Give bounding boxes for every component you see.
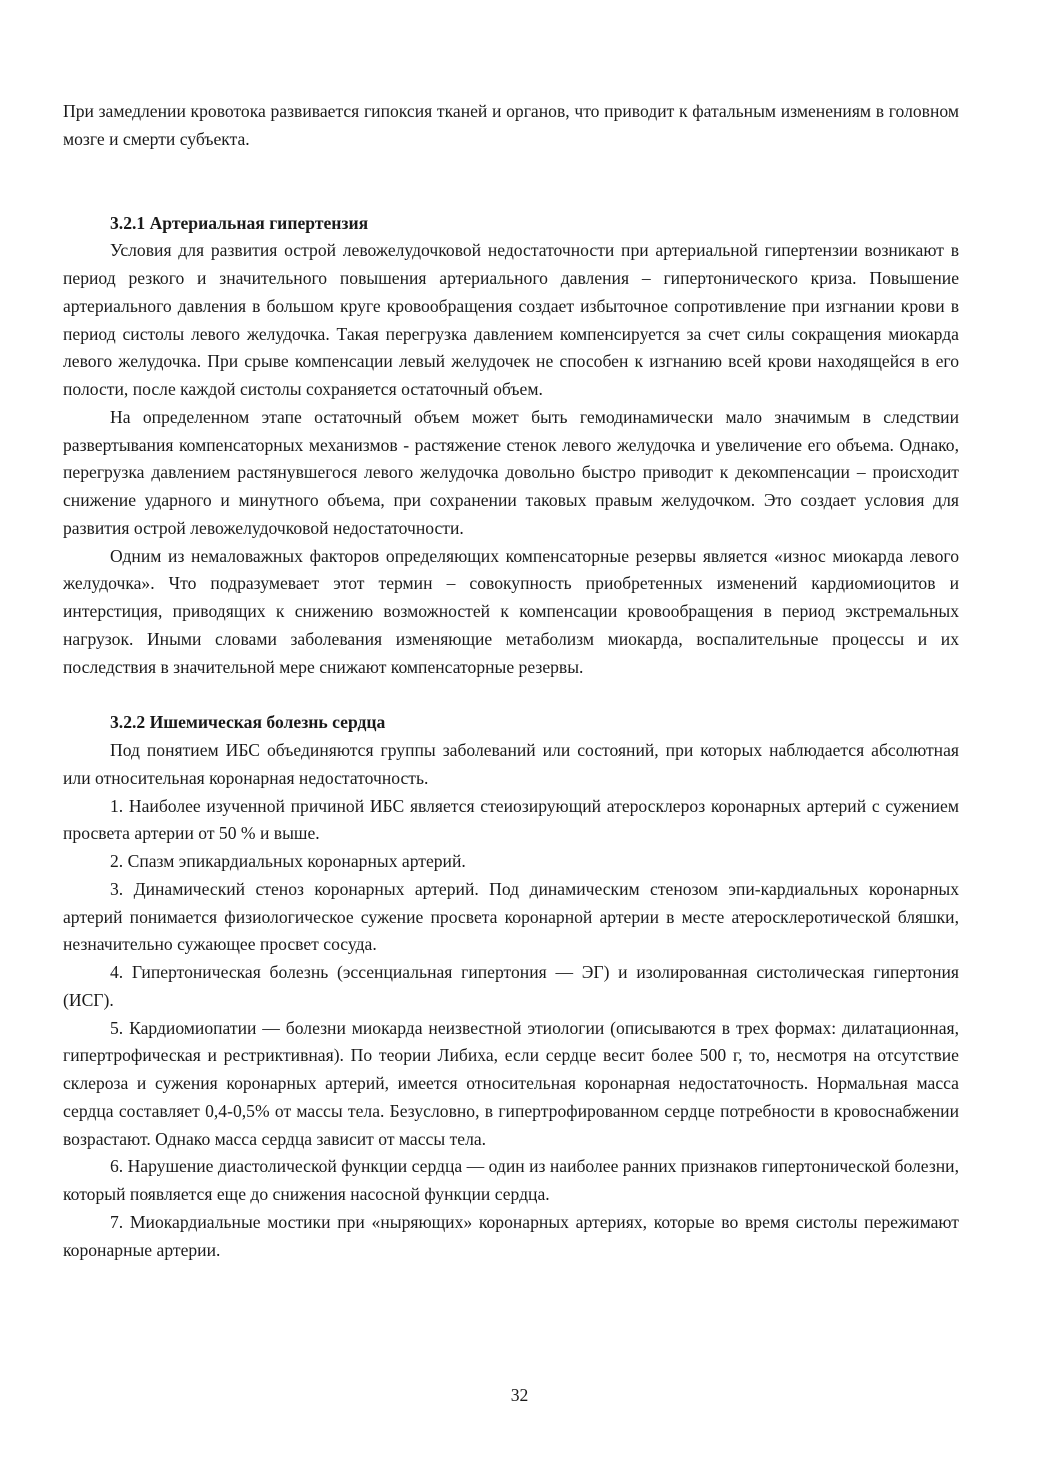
paragraph: На определенном этапе остаточный объем может быть гемодинамически мало значимым в следствии развертывания компенсаторных механизмов - растяжение стенок левого желудочка и увеличение его объема. Однако, перегрузка давлением растянувшегося левого желудочка довольно быстро приводит к декомпенсации – происходит снижение ударного и минутного объема, при сохранении таковых правым желудочком. Это создает условия для развития острой левожелудочковой недостаточности. [63, 406, 959, 538]
paragraph: Под понятием ИБС объединяются группы заболеваний или состояний, при которых наблюдается абсолютная или относительная коронарная недостаточность. [63, 740, 959, 788]
intro-paragraph: При замедлении кровотока развивается гипоксия тканей и органов, что приводит к фатальным изменениям в головном мозге и смерти субъекта. [63, 101, 959, 149]
page-number: 32 [510, 1385, 529, 1405]
list-item: 6. Нарушение диастолической функции сердца — один из наиболее ранних признаков гипертонической болезни, который появляется еще до снижения насосной функции сердца. [63, 1156, 959, 1204]
list-item: 2. Спазм эпикардиальных коронарных артерий. [110, 851, 466, 871]
document-body [63, 98, 959, 1264]
spacer [63, 681, 959, 709]
list-item: 3. Динамический стеноз коронарных артерий. Под динамическим стенозом эпи-кардиальных коронарных артерий понимается физиологическое сужение просвета коронарной артерии в месте атеросклеротической бляшки, незначительно сужающее просвет сосуда. [63, 878, 959, 955]
section-heading-arterial-hypertension: 3.2.1 Артериальная гипертензия [110, 212, 369, 233]
list-item: 7. Миокардиальные мостики при «ныряющих» коронарных артериях, которые во время систолы пережимают коронарные артерии. [63, 1211, 959, 1260]
section-heading-ischemic-heart-disease: 3.2.2 Ишемическая болезнь сердца [110, 712, 386, 733]
spacer [63, 154, 959, 210]
paragraph: Условия для развития острой левожелудочковой недостаточности при артериальной гипертензии возникают в период резкого и значительного повышения артериального давления – гипертонического криза. Повышение артериального давления в большом круге кровообращения создает избыточное сопротивление при изгнании крови в период систолы левого желудочка. Такая перегрузка давлением компенсируется за счет силы сокращения миокарда левого желудочка. При срыве компенсации левый желудочек не способен к изгнанию всей крови находящейся в его полости, после каждой систолы сохраняется остаточный объем. [63, 240, 959, 399]
list-item: 4. Гипертоническая болезнь (эссенциальная гипертония — ЭГ) и изолированная систолическая гипертония (ИСГ). [63, 962, 959, 1010]
list-item: 5. Кардиомиопатии — болезни миокарда неизвестной этиологии (описываются в трех формах: дилатационная, гипертрофическая и рестриктивная). По теории Либиха, если сердце весит более 500 г, то, несмотря на отсутствие склероза и сужения коронарных артерий, имеется относительная коронарная недостаточность. Нормальная масса сердца составляет 0,4-0,5% от массы тела. Безусловно, в гипертрофированном сердце потребности в кровоснабжении возрастают. Однако масса сердца зависит от массы тела. [63, 1017, 959, 1149]
paragraph: Одним из немаловажных факторов определяющих компенсаторные резервы является «износ миокарда левого желудочка». Что подразумевает этот термин – совокупность приобретенных изменений кардиомиоцитов и интерстиция, приводящих к снижению возможностей к компенсации кровообращения в период экстремальных нагрузок. Иными словами заболевания изменяющие метаболизм миокарда, воспалительные процессы и их последствия в значительной мере снижают компенсаторные резервы. [63, 545, 959, 677]
list-item: 1. Наиболее изученной причиной ИБС является стеиозирующий атеросклероз коронарных артерий с сужением просвета артерии от 50 % и выше. [63, 795, 959, 844]
